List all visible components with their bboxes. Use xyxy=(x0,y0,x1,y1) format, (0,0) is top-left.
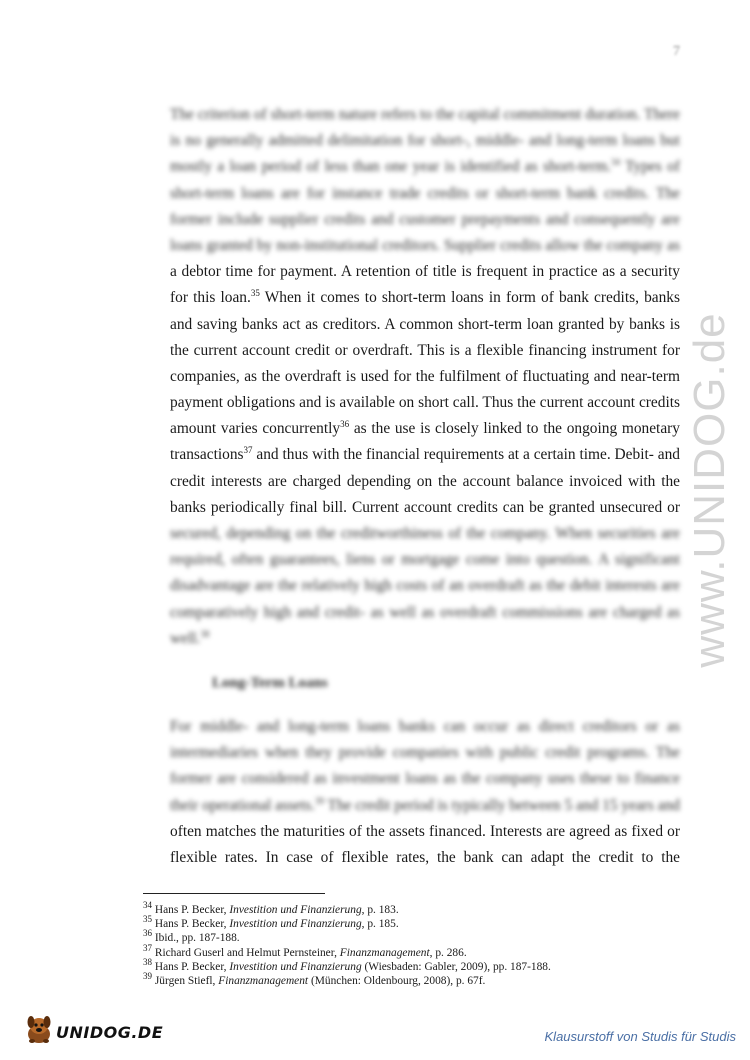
footnote-divider xyxy=(143,893,325,894)
text-line: companies, as the overdraft is used for the fulfilment of fluctuating and near-term xyxy=(170,367,680,385)
footnote: $^{34}$ Hans P. Becker, Investition und Finanzierung, p. 183. xyxy=(143,900,399,916)
watermark-text: www.UNIDOG.de xyxy=(685,312,734,668)
footnote: $^{36}$ Ibid., pp. 187-188. xyxy=(143,928,240,945)
text-line: their operational assets.$^{39}$ The credit period is typically between 5 and 15 years and xyxy=(170,795,680,814)
text-line: comparatively high and credit- as well as overdraft commissions are charged as xyxy=(170,603,680,621)
text-line: disadvantage are the relatively high costs of an overdraft as the debit interests are xyxy=(170,577,680,595)
dog-mascot-icon xyxy=(22,1012,56,1046)
footnote-ref: 36 xyxy=(340,419,350,430)
text-line: the current account credit or overdraft. This is a flexible financing instrument for xyxy=(170,341,680,359)
text-line: mostly a loan period of less than one year is identified as short-term.$^{34}$ Types of xyxy=(170,157,680,176)
text-line: often matches the maturities of the assets financed. Interests are agreed as fixed or xyxy=(170,822,680,840)
text-line: and saving banks act as creditors. A common short-term loan granted by banks is xyxy=(170,315,680,333)
page-number: 7 xyxy=(673,44,680,59)
text-line: for this loan.$^{35}$ When it comes to short-term loans in form of bank credits, banks xyxy=(170,288,680,307)
footnote: $^{37}$ Richard Guserl and Helmut Pernsteiner, Finanzmanagement, p. 286. xyxy=(143,942,467,959)
text-line: intermediaries when they provide companies with public credit programs. The xyxy=(170,744,680,762)
text-line: The criterion of short-term nature refers to the capital commitment duration. There xyxy=(170,106,680,123)
tagline: Klausurstoff von Studis für Studis xyxy=(544,1029,736,1044)
text-line: a debtor time for payment. A retention of title is frequent in practice as a security xyxy=(170,263,680,281)
text-line: credit interests are charged depending on the account balance invoiced with the xyxy=(170,472,680,490)
logo-text: UNIDOG.DE xyxy=(56,1023,164,1042)
text-line: is no generally admitted delimitation for short-, middle- and long-term loans but xyxy=(170,132,680,150)
footnote: $^{35}$ Hans P. Becker, Investition und Finanzierung, p. 185. xyxy=(143,914,399,931)
text-line: transactions$^{37}$ and thus with the financial requirements at a certain time. Debit- and xyxy=(170,445,680,464)
text-line: required, often guarantees, liens or mortgage come into question. A significant xyxy=(170,551,680,569)
footnotes xyxy=(143,900,663,988)
text-line: payment obligations and is available on short call. Thus the current account credits xyxy=(170,394,680,412)
footnote-ref: 37 xyxy=(243,445,253,456)
text-line: flexible rates. In case of flexible rates, the bank can adapt the credit to the xyxy=(170,848,680,866)
text-line: banks periodically final bill. Current account credits can be granted unsecured or xyxy=(170,498,680,516)
text-line: For middle- and long-term loans banks can occur as direct creditors or as xyxy=(170,717,680,735)
unidog-logo[interactable] xyxy=(22,1012,164,1048)
footnote: $^{38}$ Hans P. Becker, Investition und Finanzierung (Wiesbaden: Gabler, 2009), pp. 187-188. xyxy=(143,957,551,973)
text-line: former are considered as investment loans as the company uses these to finance xyxy=(170,770,680,788)
footnote-ref: 35 xyxy=(250,288,260,299)
text-line: short-term loans are for instance trade credits or short-term bank credits. The xyxy=(170,184,680,202)
body-text xyxy=(170,102,680,871)
text-line: amount varies concurrently$^{36}$ as the use is closely linked to the ongoing monetary xyxy=(170,419,680,438)
footnote: $^{39}$ Jürgen Stiefl, Finanzmanagement (München: Oldenbourg, 2008), p. 67f. xyxy=(143,971,486,988)
text-line: loans granted by non-institutional creditors. Supplier credits allow the company as xyxy=(170,236,680,254)
section-heading: Long-Term Loans xyxy=(212,674,328,691)
text-line: well.$^{38}$ xyxy=(170,628,210,647)
text-line: secured, depending on the creditworthiness of the company. When securities are xyxy=(170,525,680,542)
text-line: former include supplier credits and customer prepayments and consequently are xyxy=(170,210,680,228)
